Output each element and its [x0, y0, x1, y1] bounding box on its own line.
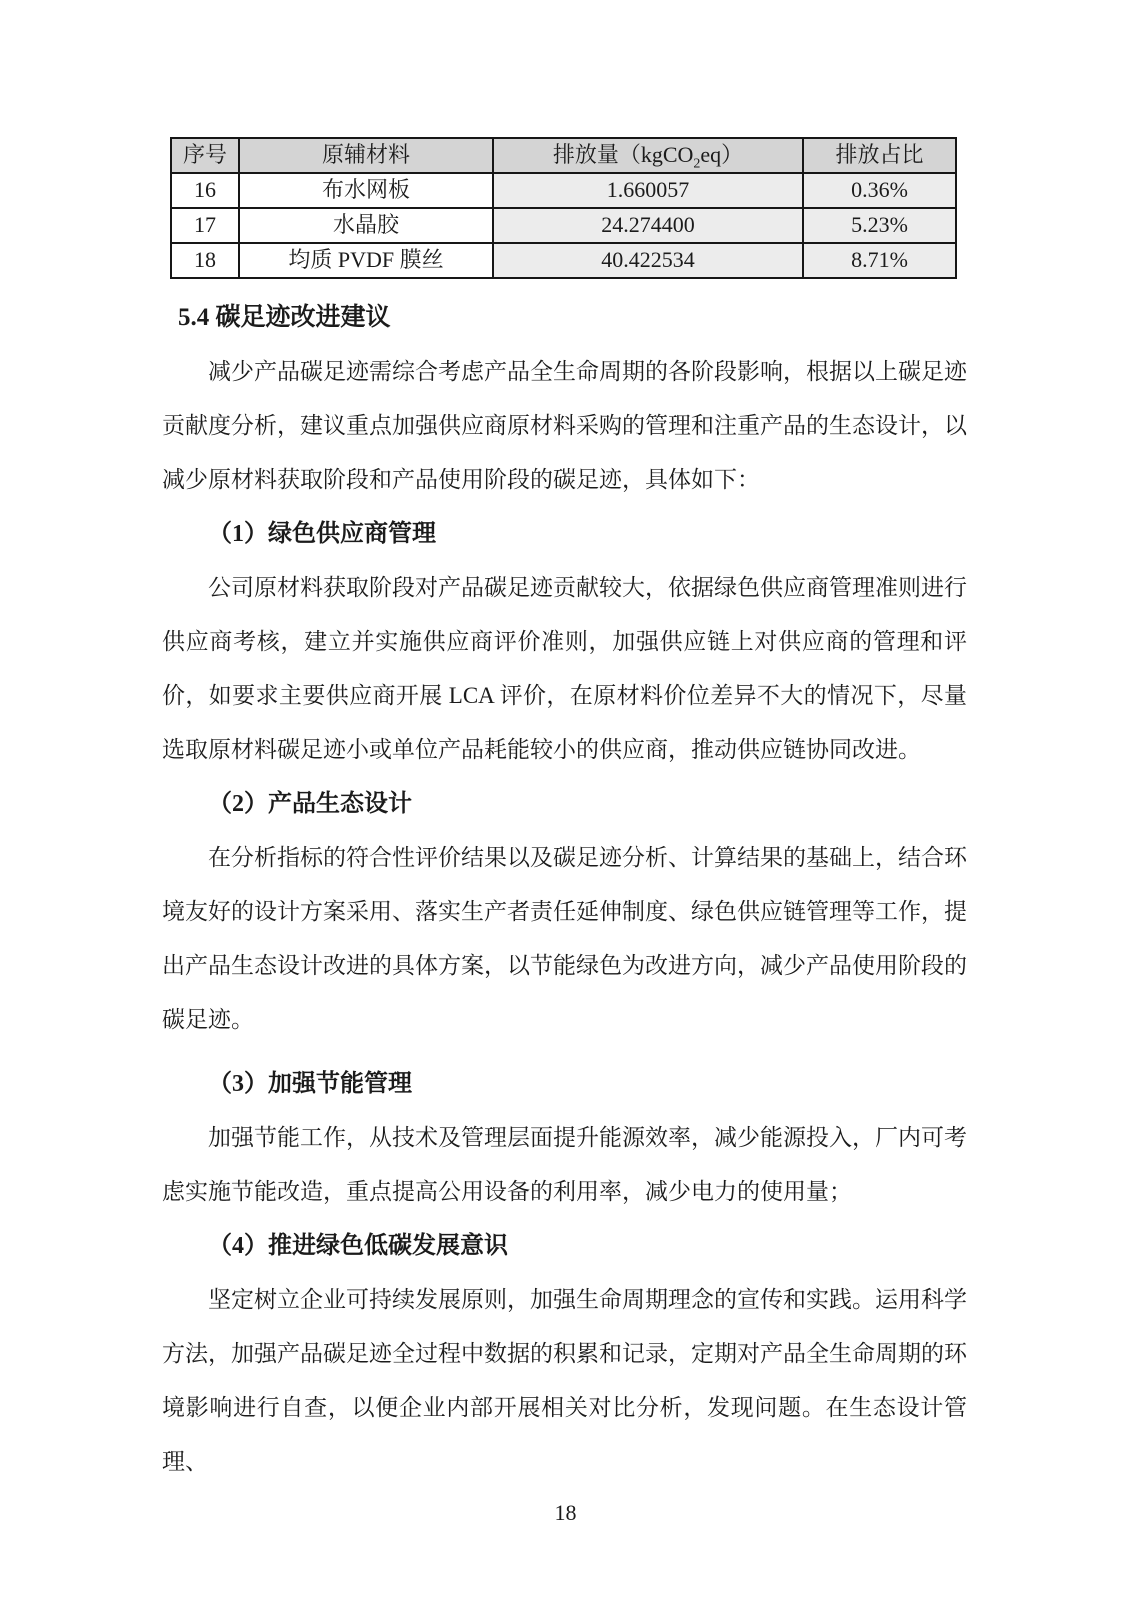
cell-emission: 24.274400	[493, 208, 803, 243]
col-header-emission	[493, 138, 803, 173]
item-body-1: 公司原材料获取阶段对产品碳足迹贡献较大，依据绿色供应商管理准则进行供应商考核，建立并实施供应商评价准则，加强供应链上对供应商的管理和评价，如要求主要供应商开展 LCA 评价，在原材料价位差异不大的情况下，尽量选取原材料碳足迹小或单位产品耗能较小的供应商，推动供应链协同改进。	[162, 575, 967, 762]
cell-share: 8.71%	[803, 243, 956, 278]
page-footer	[0, 1502, 1131, 1600]
item-title-1: （1）绿色供应商管理	[208, 521, 436, 547]
item-body-4: 坚定树立企业可持续发展原则，加强生命周期理念的宣传和实践。运用科学方法，加强产品碳足迹全过程中数据的积累和记录，定期对产品全生命周期的环境影响进行自查，以便企业内部开展相关对比分析，发现问题。在生态设计管理、	[162, 1287, 967, 1474]
section-heading: 5.4 碳足迹改进建议	[178, 304, 391, 331]
table-row	[171, 243, 956, 278]
cell-index: 16	[171, 173, 239, 208]
cell-emission: 1.660057	[493, 173, 803, 208]
col-header-material: 原辅材料	[239, 138, 493, 173]
col-header-emission-pre: 排放量（kgCO	[552, 142, 694, 168]
item-title-3: （3）加强节能管理	[208, 1071, 412, 1097]
cell-index: 17	[171, 208, 239, 243]
emissions-table	[170, 137, 957, 279]
col-header-emission-post: eq）	[700, 142, 744, 168]
cell-material: 布水网板	[239, 173, 493, 208]
item-title-4: （4）推进绿色低碳发展意识	[208, 1233, 508, 1259]
cell-share: 0.36%	[803, 173, 956, 208]
cell-index: 18	[171, 243, 239, 278]
item-body-3: 加强节能工作，从技术及管理层面提升能源效率，减少能源投入，厂内可考虑实施节能改造，重点提高公用设备的利用率，减少电力的使用量；	[162, 1125, 967, 1204]
table-row	[171, 173, 956, 208]
col-header-share: 排放占比	[803, 138, 956, 173]
page-number: 18	[554, 1500, 577, 1525]
cell-share: 5.23%	[803, 208, 956, 243]
col-header-emission-sub: 2	[693, 156, 701, 172]
col-header-index: 序号	[171, 138, 239, 173]
item-body-2: 在分析指标的符合性评价结果以及碳足迹分析、计算结果的基础上，结合环境友好的设计方案采用、落实生产者责任延伸制度、绿色供应链管理等工作，提出产品生态设计改进的具体方案，以节能绿色为改进方向，减少产品使用阶段的碳足迹。	[162, 845, 967, 1032]
cell-emission: 40.422534	[493, 243, 803, 278]
intro-paragraph: 减少产品碳足迹需综合考虑产品全生命周期的各阶段影响，根据以上碳足迹贡献度分析，建议重点加强供应商原材料采购的管理和注重产品的生态设计，以减少原材料获取阶段和产品使用阶段的碳足迹，具体如下：	[162, 359, 967, 492]
table-header-row	[171, 138, 956, 173]
table-row	[171, 208, 956, 243]
cell-material: 均质 PVDF 膜丝	[239, 243, 493, 278]
item-title-2: （2）产品生态设计	[208, 791, 412, 817]
cell-material: 水晶胶	[239, 208, 493, 243]
